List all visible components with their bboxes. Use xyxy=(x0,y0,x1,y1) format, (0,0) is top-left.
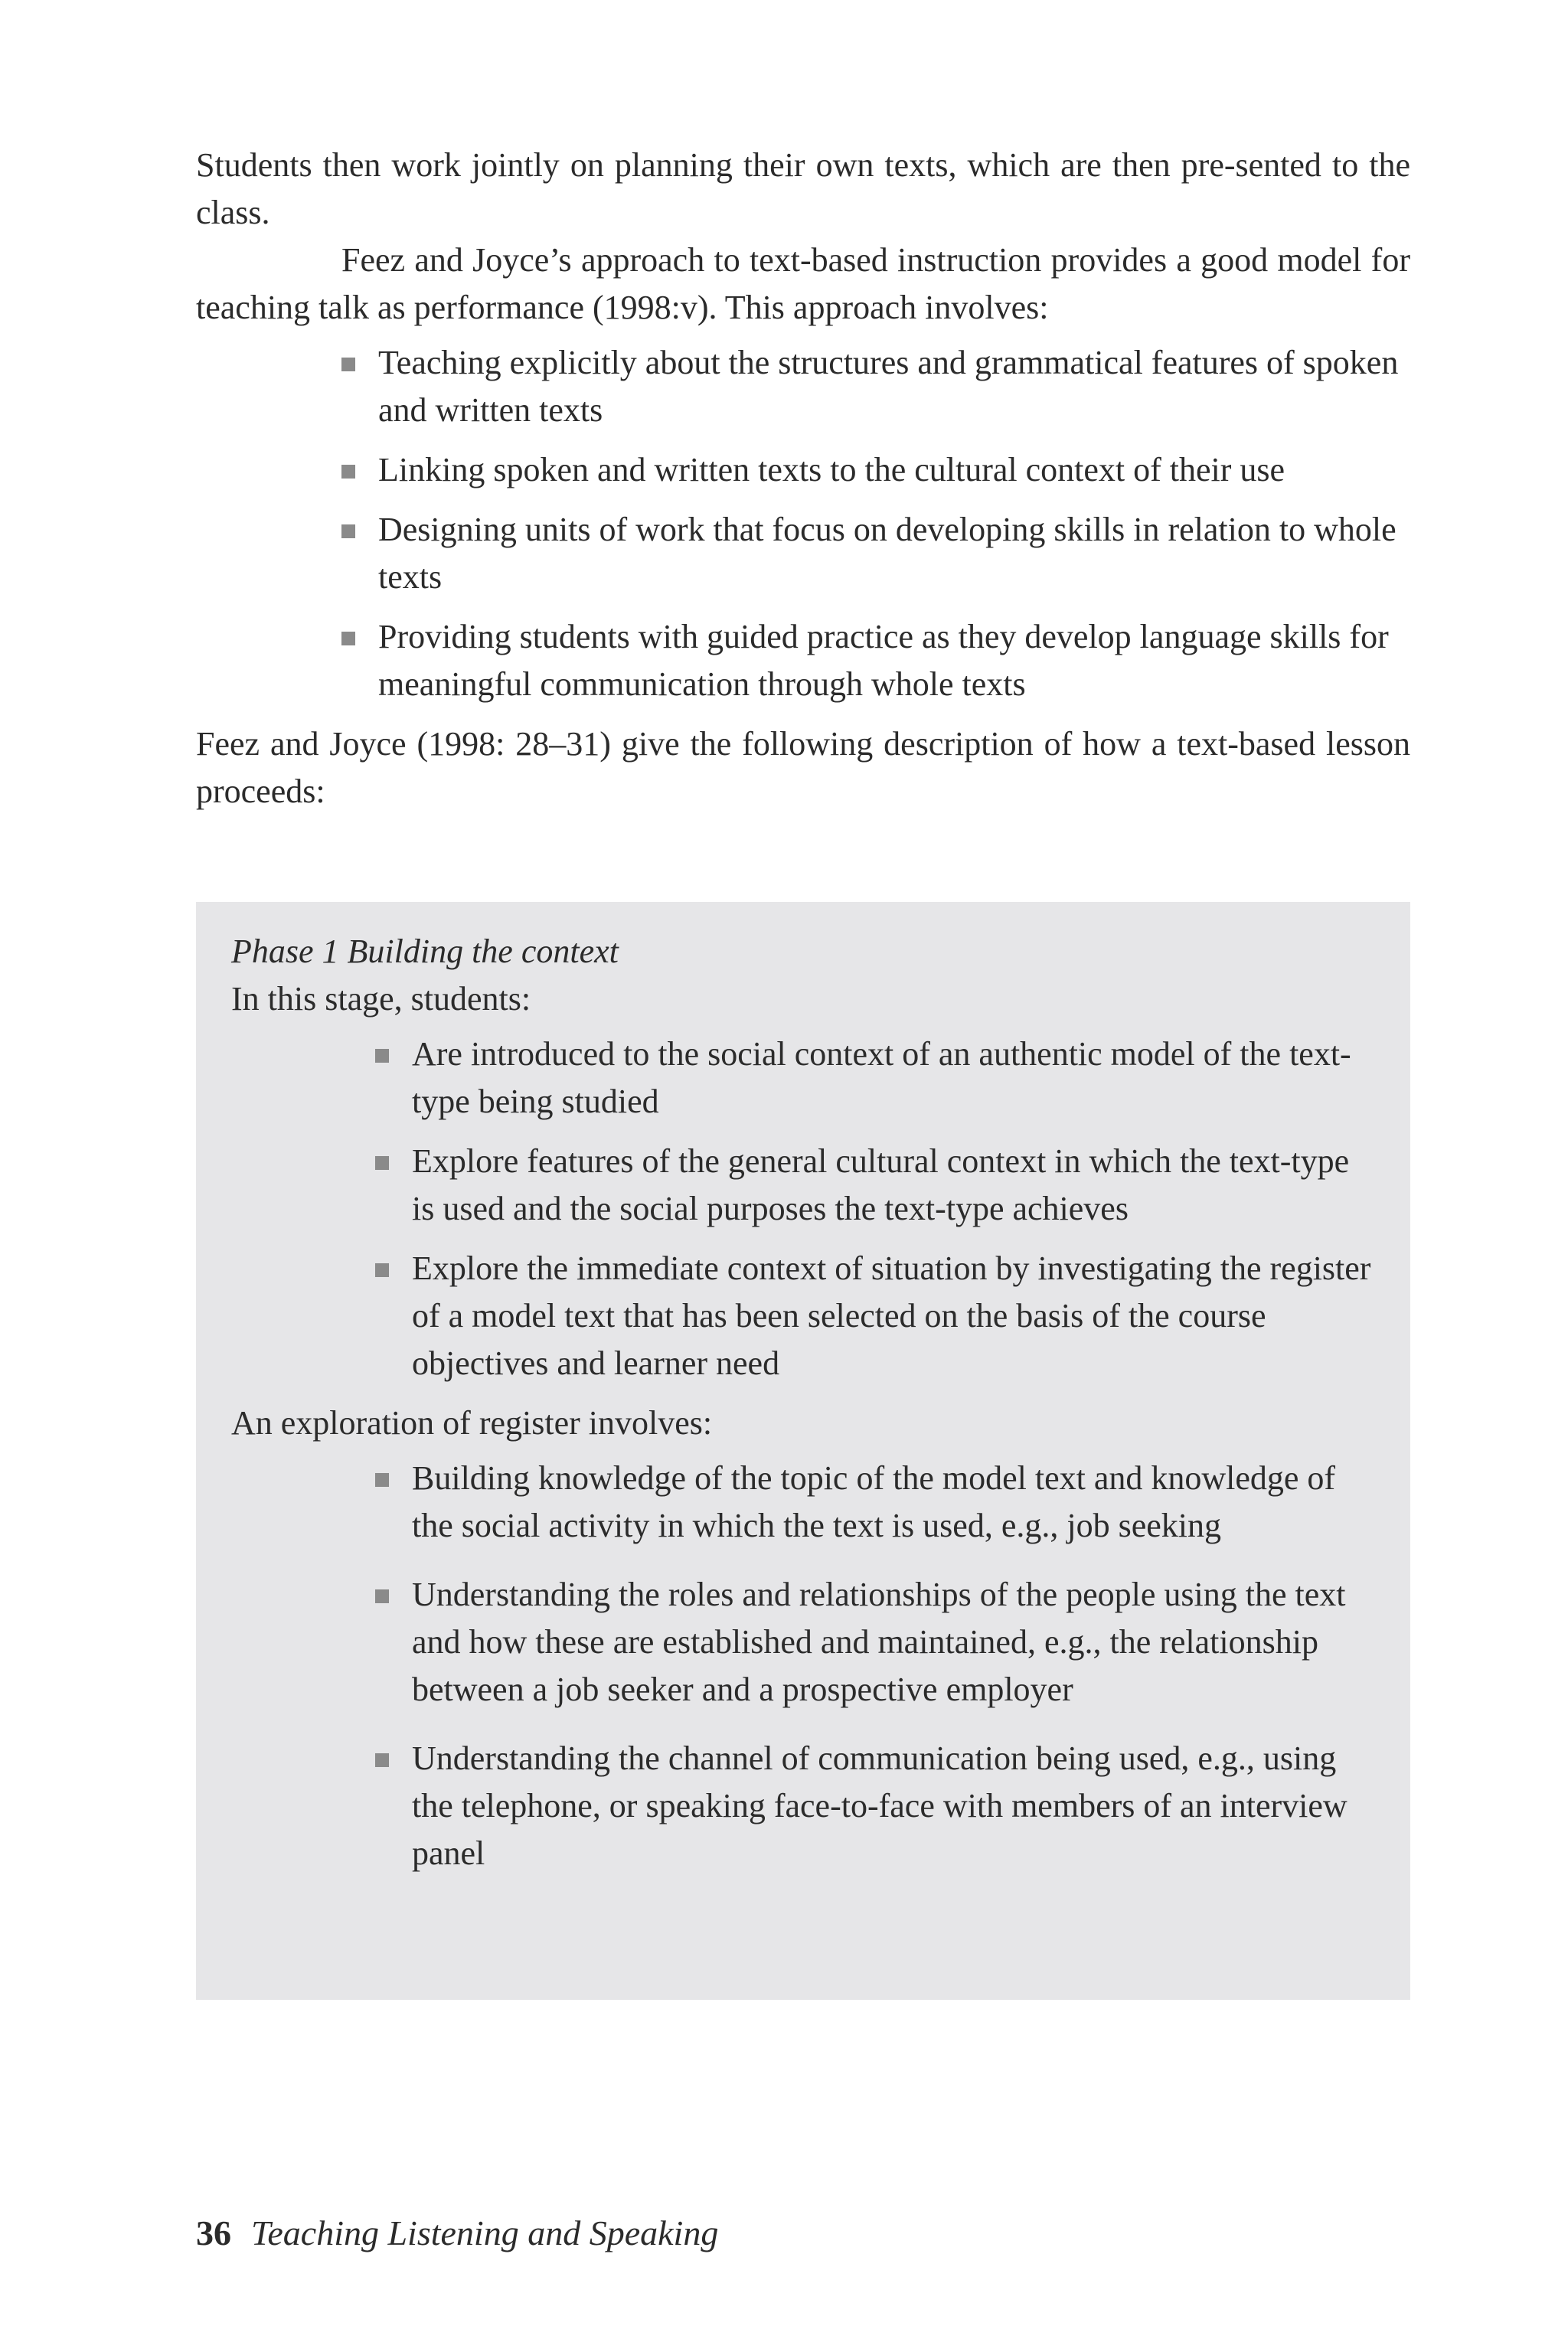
list-item: Providing students with guided practice as they develop language skills for meaningful communication through whole texts xyxy=(341,613,1410,708)
list-item: Explore the immediate context of situation by investigating the register of a model text that has been selected on the basis of the course objectives and learner need xyxy=(375,1245,1374,1387)
phase-title: Phase 1 Building the context xyxy=(231,933,619,970)
list-item: Are introduced to the social context of an authentic model of the text-type being studied xyxy=(375,1031,1374,1125)
register-intro: An exploration of register involves: xyxy=(231,1404,713,1442)
stage-intro: In this stage, students: xyxy=(231,980,531,1018)
running-head: Teaching Listening and Speaking xyxy=(251,2213,719,2252)
register-list xyxy=(231,1455,1374,1877)
phase-box xyxy=(196,902,1410,2000)
square-bullet-icon xyxy=(375,1753,389,1767)
approach-list xyxy=(196,339,1410,708)
paragraph-3: Feez and Joyce (1998: 28–31) give the following description of how a text-based lesson proceeds: xyxy=(196,725,1410,810)
list-item: Understanding the roles and relationships of the people using the text and how these are established and maintained, e.g., the relationship between a job seeker and a prospective employer xyxy=(375,1571,1374,1713)
square-bullet-icon xyxy=(375,1263,389,1277)
square-bullet-icon xyxy=(375,1156,389,1170)
list-item: Building knowledge of the topic of the model text and knowledge of the social activity in which the text is used, e.g., job seeking xyxy=(375,1455,1374,1550)
page-number: 36 xyxy=(196,2213,231,2252)
page-footer xyxy=(196,2210,718,2257)
square-bullet-icon xyxy=(341,358,355,371)
square-bullet-icon xyxy=(341,524,355,538)
square-bullet-icon xyxy=(375,1049,389,1063)
paragraph-2: Feez and Joyce’s approach to text-based instruction provides a good model for teaching talk as performance (1998:v). This approach involves: xyxy=(196,241,1410,326)
square-bullet-icon xyxy=(341,465,355,479)
stage-list xyxy=(231,1031,1374,1387)
list-item: Teaching explicitly about the structures and grammatical features of spoken and written texts xyxy=(341,339,1410,434)
list-item: Understanding the channel of communication being used, e.g., using the telephone, or speaking face-to-face with members of an interview panel xyxy=(375,1735,1374,1877)
list-item: Designing units of work that focus on developing skills in relation to whole texts xyxy=(341,506,1410,601)
list-item: Linking spoken and written texts to the cultural context of their use xyxy=(341,446,1410,494)
square-bullet-icon xyxy=(375,1473,389,1487)
page-body xyxy=(196,142,1410,815)
paragraph-1: Students then work jointly on planning their own texts, which are then pre-sented to the class. xyxy=(196,146,1410,231)
square-bullet-icon xyxy=(375,1589,389,1603)
list-item: Explore features of the general cultural context in which the text-type is used and the social purposes the text-type achieves xyxy=(375,1138,1374,1233)
square-bullet-icon xyxy=(341,632,355,645)
